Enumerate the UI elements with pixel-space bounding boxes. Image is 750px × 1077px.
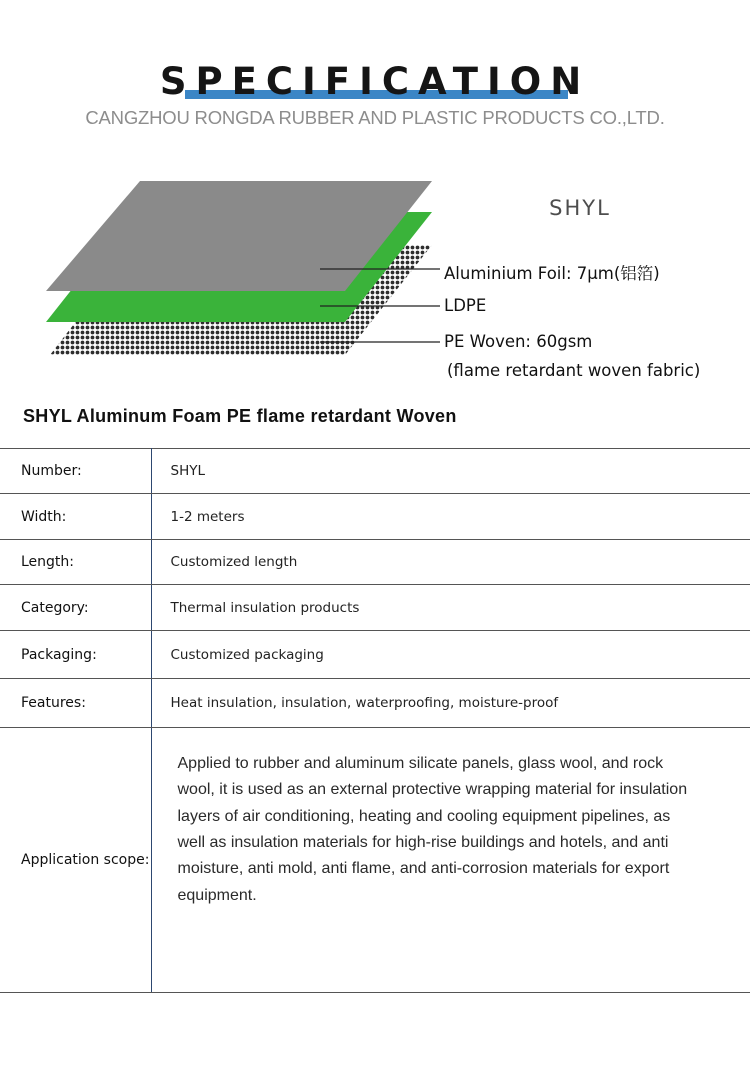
spec-row-number xyxy=(0,449,750,494)
page-title: SPECIFICATION xyxy=(159,60,591,103)
spec-row-features xyxy=(0,679,750,728)
spec-value: Customized packaging xyxy=(151,631,750,679)
spec-value: Thermal insulation products xyxy=(151,585,750,631)
spec-label: Category: xyxy=(0,585,151,631)
spec-row-category xyxy=(0,585,750,631)
spec-value: Heat insulation, insulation, waterproofing, moisture-proof xyxy=(151,679,750,728)
layer-label-foil: Aluminium Foil: 7μm(铝箔) xyxy=(444,264,660,283)
layer-label-ldpe: LDPE xyxy=(444,296,487,315)
page-header xyxy=(0,0,750,140)
spec-value: 1-2 meters xyxy=(151,494,750,540)
spec-row-length xyxy=(0,540,750,585)
model-label: SHYL xyxy=(549,196,611,220)
spec-label: Width: xyxy=(0,494,151,540)
spec-label: Application scope: xyxy=(0,728,151,993)
spec-label: Number: xyxy=(0,449,151,494)
product-title: SHYL Aluminum Foam PE flame retardant Woven xyxy=(23,406,457,426)
spec-value: Customized length xyxy=(151,540,750,585)
spec-row-packaging xyxy=(0,631,750,679)
spec-label: Packaging: xyxy=(0,631,151,679)
application-scope-text: Applied to rubber and aluminum silicate panels, glass wool, and rock wool, it is used as an external protective wrapping material for insulation layers of air conditioning, heating and cooling equipment pipelines, as well as insulation materials for high-rise buildings and hotels, and anti moisture, anti mold, anti flame, and anti-corrosion materials for export equipment. xyxy=(177,755,688,904)
spec-row-width xyxy=(0,494,750,540)
company-name: CANGZHOU RONGDA RUBBER AND PLASTIC PRODUCTS CO.,LTD. xyxy=(85,107,665,128)
spec-label: Length: xyxy=(0,540,151,585)
layer-label-woven: PE Woven: 60gsm xyxy=(444,332,593,351)
spec-value: SHYL xyxy=(151,449,750,494)
spec-label: Features: xyxy=(0,679,151,728)
spec-row-application xyxy=(0,728,750,993)
layer-label-woven-note: (flame retardant woven fabric) xyxy=(447,361,701,380)
application-scope-cell xyxy=(151,728,750,993)
spec-table xyxy=(0,448,750,993)
layer-structure-diagram xyxy=(0,160,750,400)
